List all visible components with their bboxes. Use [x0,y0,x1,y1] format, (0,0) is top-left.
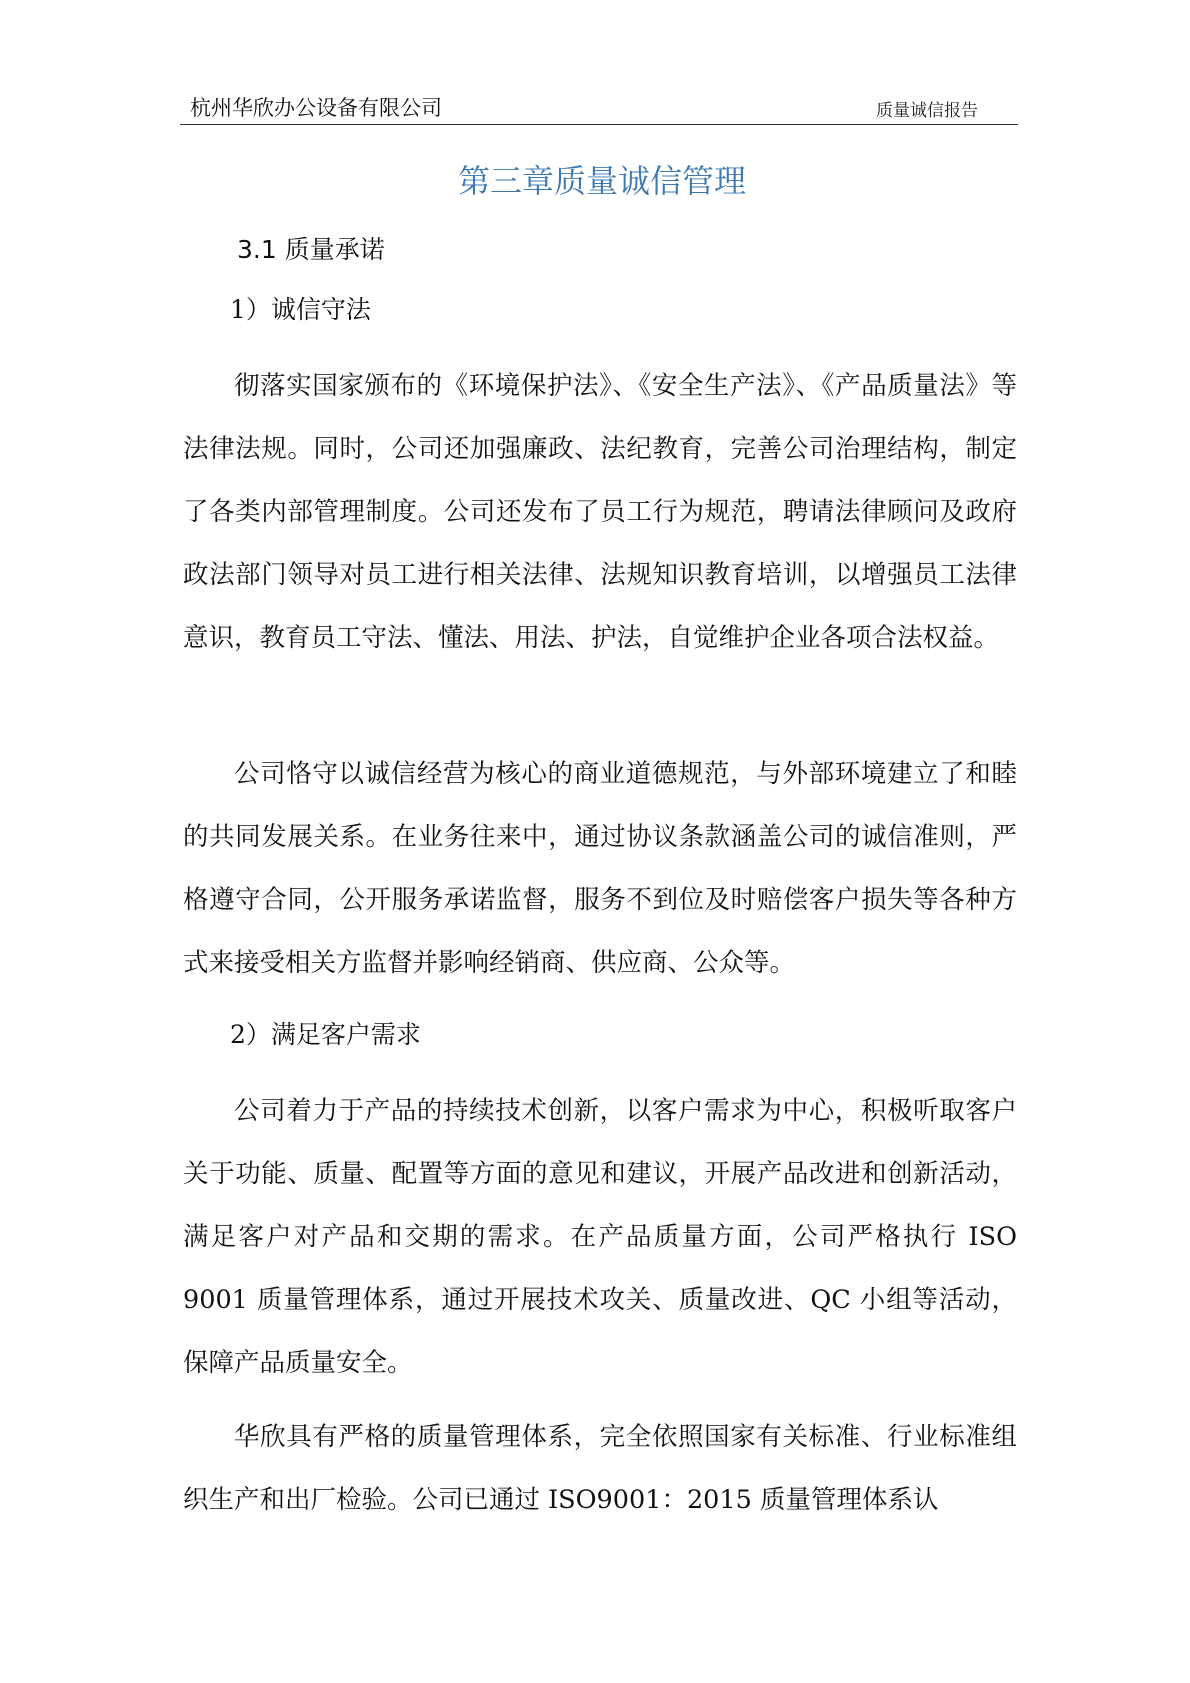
subsection-title-customer-needs: 2）满足客户需求 [230,1020,421,1049]
paragraph: 公司着力于产品的持续技术创新，以客户需求为中心，积极听取客户关于功能、质量、配置等方面的意见和建议，开展产品改进和创新活动，满足客户对产品和交期的需求。在产品质量方面，公司严格执行 ISO 9001 质量管理体系，通过开展技术攻关、质量改进、QC 小组等活动，保障产品质量安全。 [183,1096,1017,1378]
report-name: 质量诚信报告 [876,101,978,121]
company-name: 杭州华欣办公设备有限公司 [190,96,442,120]
paragraph: 公司恪守以诚信经营为核心的商业道德规范，与外部环境建立了和睦的共同发展关系。在业务往来中，通过协议条款涵盖公司的诚信准则，严格遵守合同，公开服务承诺监督，服务不到位及时赔偿客户损失等各种方式来接受相关方监督并影响经销商、供应商、公众等。 [183,759,1017,978]
page-header [180,88,1018,125]
paragraph: 华欣具有严格的质量管理体系，完全依照国家有关标准、行业标准组织生产和出厂检验。公司已通过 ISO9001：2015 质量管理体系认 [183,1422,1017,1515]
paragraph: 彻落实国家颁布的《环境保护法》、《安全生产法》、《产品质量法》等法律法规。同时，公司还加强廉政、法纪教育，完善公司治理结构，制定了各类内部管理制度。公司还发布了员工行为规范，聘请法律顾问及政府政法部门领导对员工进行相关法律、法规知识教育培训，以增强员工法律意识，教育员工守法、懂法、用法、护法，自觉维护企业各项合法权益。 [183,371,1017,653]
section-title: 3.1 质量承诺 [237,235,385,264]
subsection-title-integrity: 1）诚信守法 [230,295,371,324]
chapter-title: 第三章质量诚信管理 [457,162,746,200]
